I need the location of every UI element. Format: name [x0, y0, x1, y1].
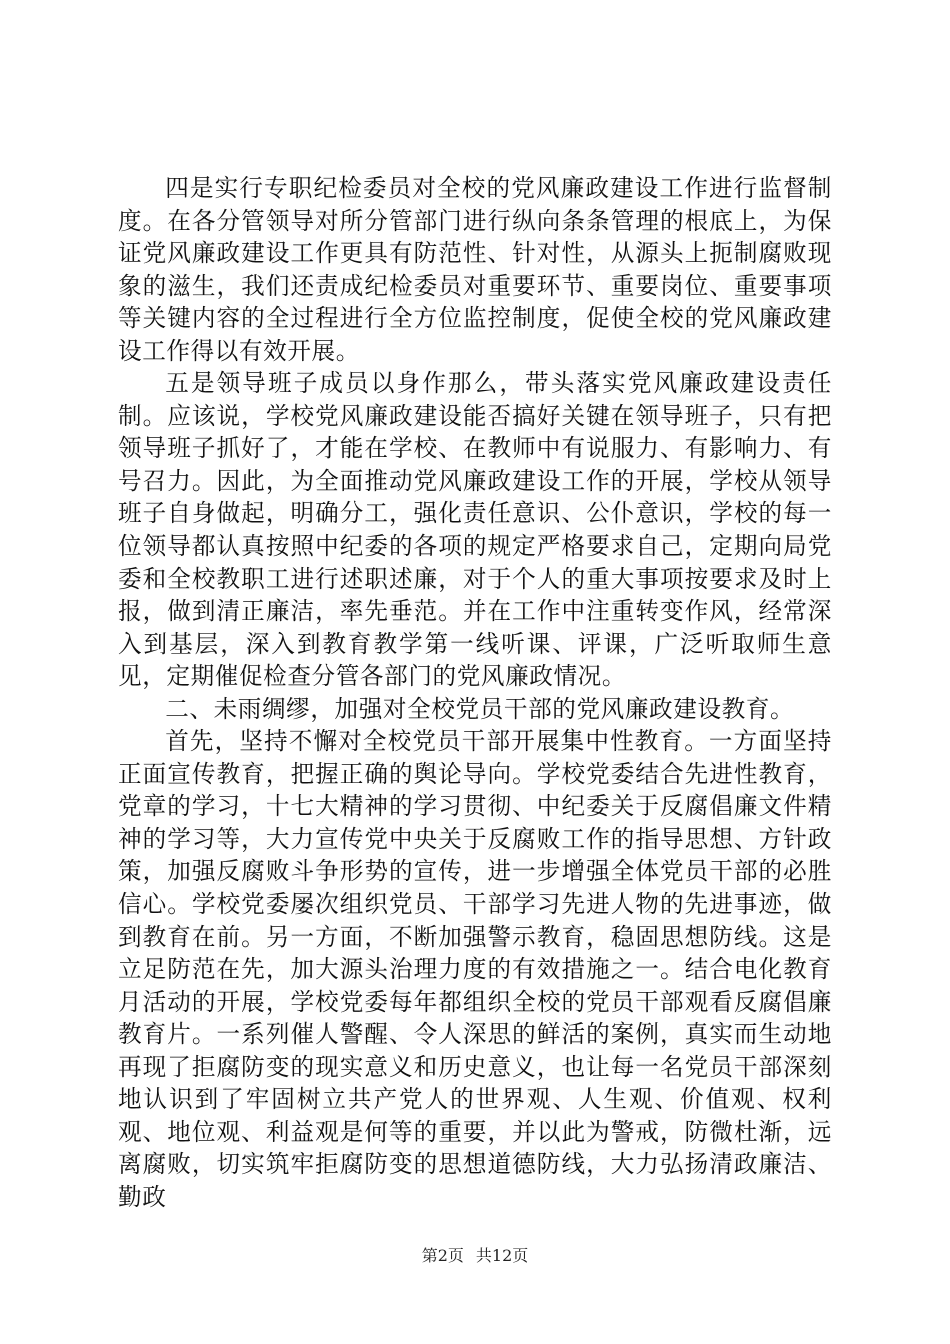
- paragraph-leadership: 五是领导班子成员以身作那么，带头落实党风廉政建设责任制。应该说，学校党风廉政建设能否搞好关键在领导班子，只有把领导班子抓好了，才能在学校、在教师中有说服力、有影响力、有号召力。因此，为全面推动党风廉政建设工作的开展，学校从领导班子自身做起，明确分工，强化责任意识、公仆意识，学校的每一位领导都认真按照中纪委的各项的规定严格要求自己，定期向局党委和全校教职工进行述职述廉，对于个人的重大事项按要求及时上报，做到清正廉洁，率先垂范。并在工作中注重转变作风，经常深入到基层，深入到教育教学第一线听课、评课，广泛听取师生意见，定期催促检查分管各部门的党风廉政情况。: [118, 369, 832, 691]
- document-body: [118, 172, 832, 1214]
- section-heading-education: 二、未雨绸缪，加强对全校党员干部的党风廉政建设教育。: [165, 694, 795, 723]
- paragraph-supervision: 四是实行专职纪检委员对全校的党风廉政建设工作进行监督制度。在各分管领导对所分管部门进行纵向条条管理的根底上，为保证党风廉政建设工作更具有防范性、针对性，从源头上扼制腐败现象的滋生，我们还责成纪检委员对重要环节、重要岗位、重要事项等关键内容的全过程进行全方位监控制度，促使全校的党风廉政建设工作得以有效开展。: [118, 174, 832, 365]
- page-footer: [0, 1246, 950, 1266]
- page-number: 第2页: [421, 1246, 464, 1265]
- paragraph-education: 首先，坚持不懈对全校党员干部开展集中性教育。一方面坚持正面宣传教育，把握正确的舆论导向。学校党委结合先进性教育，党章的学习，十七大精神的学习贯彻、中纪委关于反腐倡廉文件精神的学习等，大力宣传党中央关于反腐败工作的指导思想、方针政策，加强反腐败斗争形势的宣传，进一步增强全体党员干部的必胜信心。学校党委屡次组织党员、干部学习先进人物的先进事迹，做到教育在前。另一方面，不断加强警示教育，稳固思想防线。这是立足防范在先，加大源头治理力度的有效措施之一。结合电化教育月活动的开展，学校党委每年都组织全校的党员干部观看反腐倡廉教育片。一系列催人警醒、令人深思的鲜活的案例，真实而生动地再现了拒腐防变的现实意义和历史意义，也让每一名党员干部深刻地认识到了牢固树立共产党人的世界观、人生观、价值观、权利观、地位观、利益观是何等的重要，并以此为警戒，防微杜渐，远离腐败，切实筑牢拒腐防变的思想道德防线，大力弘扬清政廉洁、勤政: [118, 727, 832, 1211]
- page-total: 共12页: [475, 1246, 529, 1265]
